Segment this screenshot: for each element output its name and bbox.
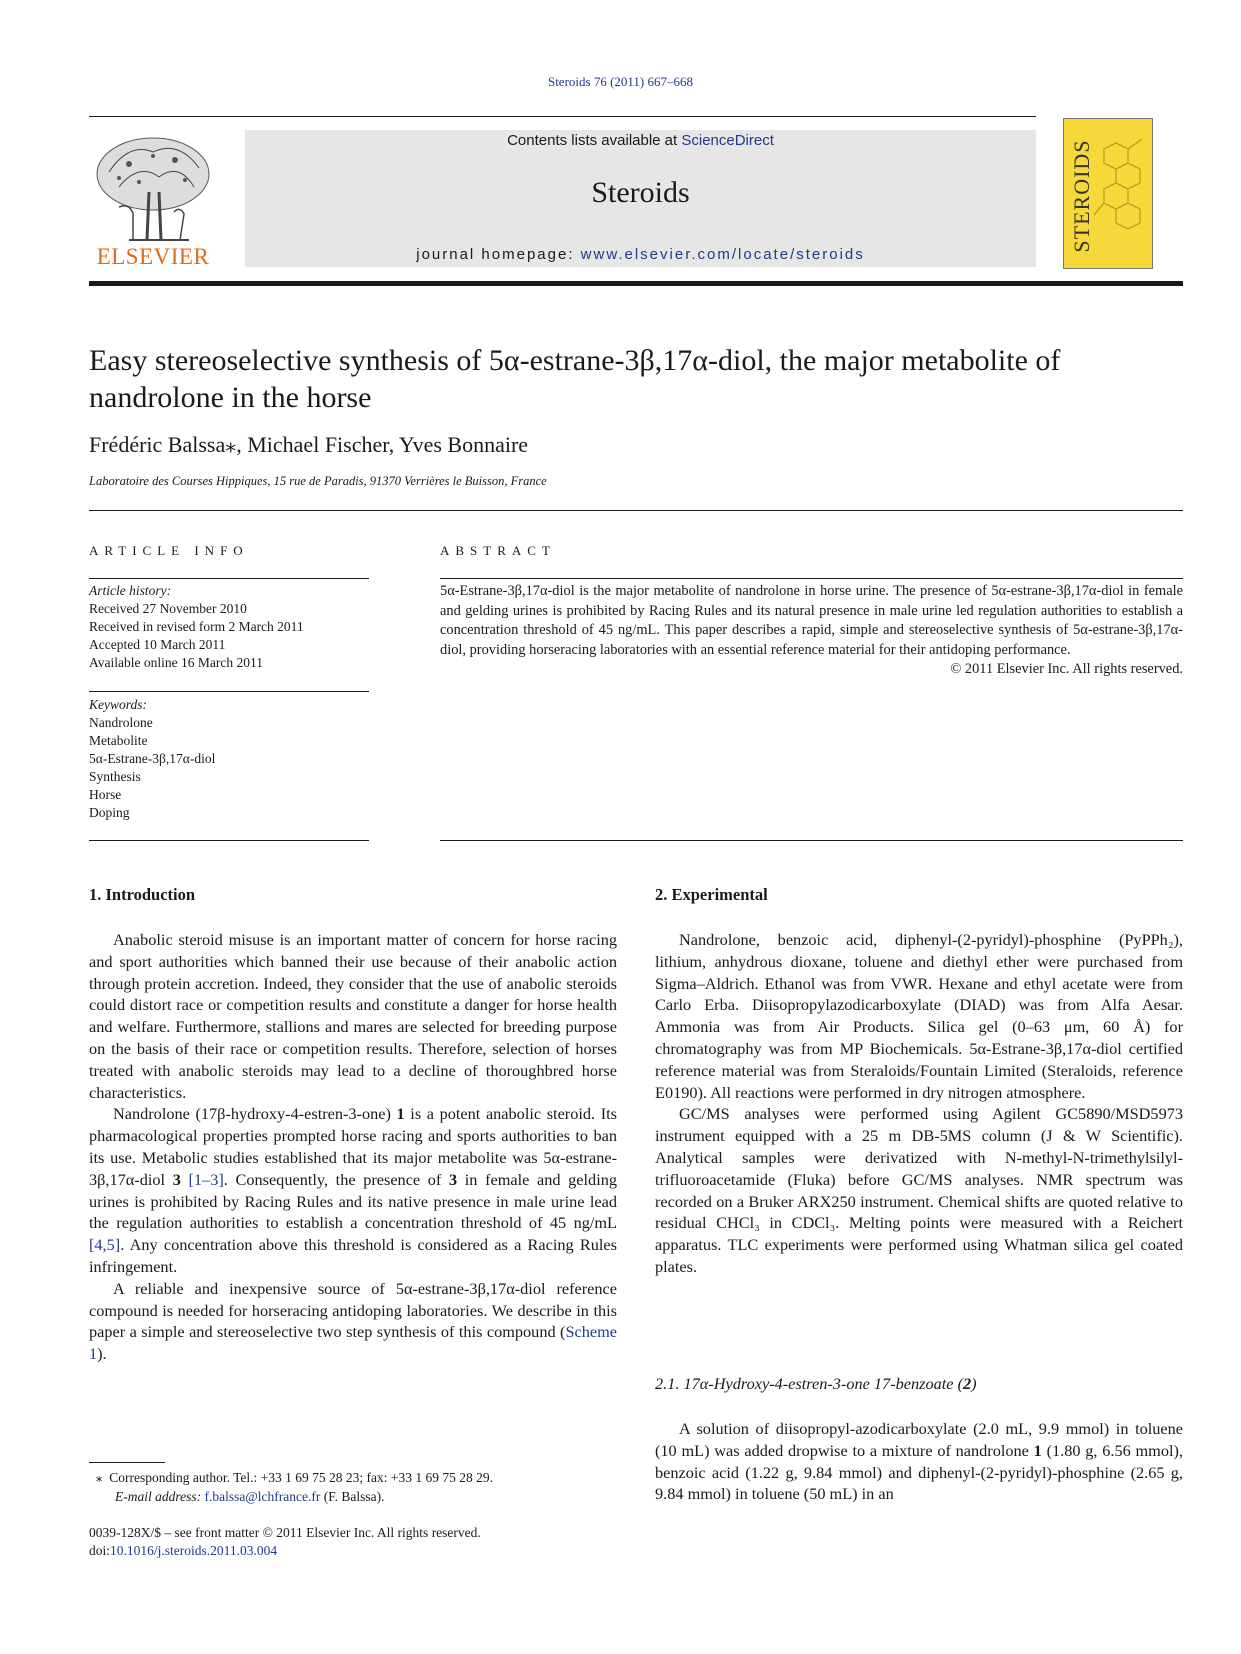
journal-cover-image	[1063, 118, 1153, 269]
keyword-item: 5α-Estrane-3β,17α-diol	[89, 751, 216, 766]
journal-homepage	[245, 246, 1036, 263]
homepage-prefix: journal homepage:	[416, 246, 581, 263]
keywords-rule	[89, 840, 369, 841]
text: )	[971, 1374, 977, 1393]
paragraph: Anabolic steroid misuse is an important matter of concern for horse racing and sport authorities which banned their use because of their anabolic action through protein accretion. Indeed, they consider that the use of anabolic steroids could distort race or competition results and constitute a danger for horse health and welfare. Furthermore, stallions and mares are selected for breeding purpose on the basis of their race or competition results. Therefore, selection of horses treated with anabolic steroids may lead to a decline of thoroughbred horse characteristics.	[89, 930, 617, 1102]
contents-line	[245, 132, 1036, 149]
abstract-rule-bottom	[440, 840, 1183, 841]
keyword-item: Metabolite	[89, 733, 148, 748]
history-item: Received in revised form 2 March 2011	[89, 619, 304, 634]
paragraph	[89, 1278, 617, 1365]
doi-link[interactable]: 10.1016/j.steroids.2011.03.004	[110, 1543, 278, 1558]
cover-title: STEROIDS	[1069, 139, 1094, 253]
elsevier-logo	[89, 132, 217, 270]
history-rule	[89, 691, 369, 692]
history-item: Accepted 10 March 2011	[89, 637, 226, 652]
subsection-body	[655, 1418, 1183, 1505]
homepage-link[interactable]: www.elsevier.com/locate/steroids	[580, 246, 865, 263]
article-history	[89, 582, 369, 672]
footnote-text: Corresponding author. Tel.: +33 1 69 75 28 23; fax: +33 1 69 75 28 29.	[109, 1470, 494, 1485]
doi-line	[89, 1542, 617, 1560]
text	[181, 1170, 189, 1189]
doi-label: doi:	[89, 1543, 111, 1558]
history-item: Received 27 November 2010	[89, 601, 247, 616]
text: A reliable and inexpensive source of 5α-estrane-3β,17α-diol reference compound is needed for horseracing antidoping laboratories. We describe in this paper a simple and stereoselective two step synthesis of this compound (	[89, 1278, 617, 1342]
history-label: Article history:	[89, 583, 172, 598]
article-info-rule	[89, 578, 369, 579]
keyword-item: Horse	[89, 787, 122, 802]
compound-ref: 3	[449, 1169, 458, 1189]
compound-ref: 2	[963, 1374, 972, 1393]
author-list: Frédéric Balssa⁎, Michael Fischer, Yves Bonnaire	[89, 432, 529, 457]
journal-title: Steroids	[591, 176, 690, 209]
footnote	[89, 1468, 617, 1506]
email-link[interactable]: f.balssa@lchfrance.fr	[204, 1489, 321, 1504]
issn-line: 0039-128X/$ – see front matter © 2011 Elsevier Inc. All rights reserved.	[89, 1525, 481, 1540]
compound-ref: 1	[396, 1104, 405, 1124]
text: Nandrolone (17β-hydroxy-4-estren-3-one)	[113, 1104, 397, 1124]
citation-link[interactable]: [1–3]	[188, 1169, 224, 1189]
paragraph	[89, 1103, 617, 1277]
text: is a potent anabolic steroid. Its pharmacological properties prompted horse racing and sports authorities to ban its use. Metabolic studies established that its major metabolite was 5α-estrane-3β,17α-diol	[89, 1104, 617, 1189]
text: 2.1. 17α-Hydroxy-4-estren-3-one 17-benzoate (	[655, 1374, 963, 1393]
header-rule	[89, 116, 1036, 117]
elsevier-wordmark: ELSEVIER	[96, 244, 210, 269]
section-heading-experimental: 2. Experimental	[655, 885, 768, 904]
article-title: Easy stereoselective synthesis of 5α-estrane-3β,17α-diol, the major metabolite of nandrolone in the horse	[89, 344, 1061, 414]
experimental-body	[655, 929, 1183, 1278]
contents-prefix: Contents lists available at	[507, 132, 682, 149]
header-thick-rule	[89, 281, 1183, 286]
keyword-item: Synthesis	[89, 769, 141, 784]
keywords	[89, 696, 369, 822]
journal-citation[interactable]: Steroids 76 (2011) 667–668	[547, 74, 694, 89]
footnote-marker: ⁎	[95, 1470, 103, 1485]
paragraph: Nandrolone, benzoic acid, diphenyl-(2-pyridyl)-phosphine (PyPPh₂), lithium, anhydrous dioxane, toluene and diethyl ether were purchased from Sigma–Aldrich. Ethanol was from VWR. Hexane and ethyl acetate were from Carlo Erba. Diisopropylazodicarboxylate (DIAD) was from Alfa Aesar. Ammonia was from Air Products. Silica gel (0–63 μm, 60 Å) for chromatography was from MP Biochemicals. 5α-Estrane-3β,17α-diol certified reference material was from Steraloids/Fountain Limited (Steraloids, reference E0190). All reactions were performed in dry nitrogen atmosphere.	[655, 930, 1183, 1102]
footnote-email-line	[89, 1487, 617, 1506]
email-label: E-mail address:	[115, 1489, 205, 1504]
text: A solution of diisopropyl-azodicarboxylate (2.0 mL, 9.9 mmol) in toluene (10 mL) was added dropwise to a mixture of nandrolone	[655, 1419, 1183, 1460]
text: . Any concentration above this threshold is considered as a Racing Rules infringement.	[89, 1235, 617, 1276]
affiliation-rule	[89, 510, 1183, 511]
compound-ref: 3	[172, 1169, 181, 1189]
page-footer	[89, 1524, 617, 1560]
paragraph: GC/MS analyses were performed using Agilent GC5890/MSD5973 instrument equipped with a 25 m DB-5MS column (J & W Scientific). Analytical samples were derivatized with N-methyl-N-trimethylsilyl-trifluoroacetamide (Fluka) before GC/MS analyses. NMR spectrum was recorded on a Bruker ARX250 instrument. Chemical shifts are quoted relative to residual CHCl₃ in CDCl₃. Melting points were measured with a Reichert apparatus. TLC experiments were performed using Whatman silica gel coated plates.	[655, 1104, 1183, 1276]
text: in female and gelding urines is prohibited by Racing Rules and its native presence in male urine lead the regulation authorities to establish a concentration threshold of 45 ng/mL	[89, 1169, 618, 1233]
affiliation: Laboratoire des Courses Hippiques, 15 rue de Paradis, 91370 Verrières le Buisson, France	[89, 474, 547, 488]
abstract	[440, 582, 1183, 680]
citation-link[interactable]: [4,5]	[89, 1235, 121, 1255]
abstract-rule-top	[440, 578, 1183, 579]
compound-ref: 1	[1033, 1440, 1042, 1460]
abstract-copyright: © 2011 Elsevier Inc. All rights reserved.	[950, 661, 1183, 677]
history-item: Available online 16 March 2011	[89, 655, 263, 670]
subsection-heading	[655, 1374, 977, 1394]
footnote-line	[89, 1468, 617, 1487]
footnote-rule	[89, 1462, 165, 1463]
text: . Consequently, the presence of	[223, 1169, 449, 1189]
text: ).	[97, 1344, 107, 1364]
abstract-text: 5α-Estrane-3β,17α-diol is the major metabolite of nandrolone in horse urine. The presence of 5α-estrane-3β,17α-diol in female and gelding urines is prohibited by Racing Rules and its natural presence in male urine led regulation authorities to establish a concentration threshold of 45 ng/mL. This paper describes a rapid, simple and stereoselective synthesis of 5α-estrane-3β,17α-diol, providing horseracing laboratories with an essential reference material for their antidoping performance.	[440, 583, 1183, 658]
keyword-item: Doping	[89, 805, 130, 820]
section-heading-introduction: 1. Introduction	[89, 885, 196, 904]
keyword-item: Nandrolone	[89, 715, 153, 730]
introduction-body	[89, 929, 617, 1365]
scheme-link[interactable]: Scheme 1	[89, 1322, 617, 1364]
text: (1.80 g, 6.56 mmol), benzoic acid (1.22 g, 9.84 mmol) and diphenyl-(2-pyridyl)-phosphine (2.65 g, 9.84 mmol) in toluene (50 mL) in an	[655, 1440, 1183, 1504]
keywords-label: Keywords:	[89, 697, 147, 712]
journal-banner	[245, 130, 1036, 267]
abstract-heading: ABSTRACT	[440, 543, 556, 558]
article-info-heading: ARTICLE INFO	[89, 543, 249, 558]
sciencedirect-link[interactable]: ScienceDirect	[681, 132, 774, 149]
paragraph	[655, 1418, 1183, 1505]
email-suffix: (F. Balssa).	[320, 1489, 385, 1504]
